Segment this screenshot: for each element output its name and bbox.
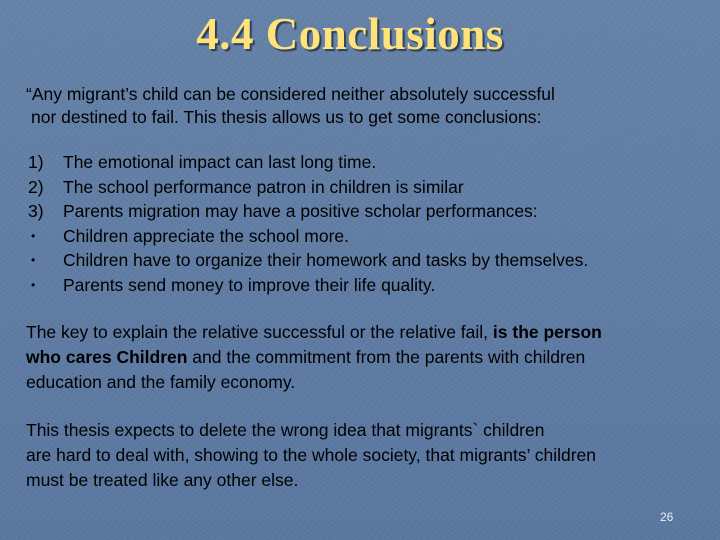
list-item-text: The emotional impact can last long time.	[63, 152, 377, 172]
list-item	[28, 248, 708, 273]
key-text: and the commitment from the parents with children	[192, 347, 586, 367]
bullet-icon: •	[31, 253, 36, 267]
quote-line-2: nor destined to fail. This thesis allows us to get some conclusions:	[31, 107, 542, 127]
key-text: The key to explain the relative successful or the relative fail,	[26, 322, 493, 342]
key-paragraph-line-1	[26, 320, 716, 345]
bullet-icon: •	[31, 277, 36, 292]
list-item	[28, 224, 708, 249]
list-marker: 1)	[28, 152, 44, 172]
thesis-paragraph	[26, 418, 716, 493]
conclusions-list	[28, 150, 708, 297]
bullet-icon: •	[31, 228, 36, 243]
intro-quote	[26, 83, 706, 129]
list-item-text: Children have to organize their homework and tasks by themselves.	[63, 250, 589, 270]
key-paragraph-line-3: education and the family economy.	[26, 372, 296, 392]
list-item	[28, 175, 708, 200]
quote-line-1: “Any migrant’s child can be considered neither absolutely successful	[26, 84, 555, 104]
list-item	[28, 199, 708, 224]
list-item	[28, 150, 708, 175]
list-item	[28, 273, 708, 298]
key-emphasis: is the person	[492, 322, 602, 342]
thesis-paragraph-line-2: are hard to deal with, showing to the whole society, that migrants’ children	[26, 445, 597, 465]
page-number: 26	[660, 510, 674, 524]
list-item-text: The school performance patron in children is similar	[63, 176, 464, 197]
list-item-text: Parents send money to improve their life quality.	[63, 274, 436, 295]
list-marker: 2)	[28, 176, 44, 197]
slide-title: 4.4 Conclusions	[196, 9, 504, 59]
key-paragraph-line-2	[26, 345, 716, 370]
list-item-text: Parents migration may have a positive scholar performances:	[63, 201, 538, 221]
key-paragraph	[26, 320, 716, 395]
key-emphasis: who cares Children	[26, 347, 193, 367]
list-marker: 3)	[28, 201, 44, 221]
list-item-text: Children appreciate the school more.	[63, 225, 349, 246]
thesis-paragraph-line-3: must be treated like any other else.	[26, 470, 299, 490]
thesis-paragraph-line-1: This thesis expects to delete the wrong idea that migrants` children	[26, 420, 545, 440]
